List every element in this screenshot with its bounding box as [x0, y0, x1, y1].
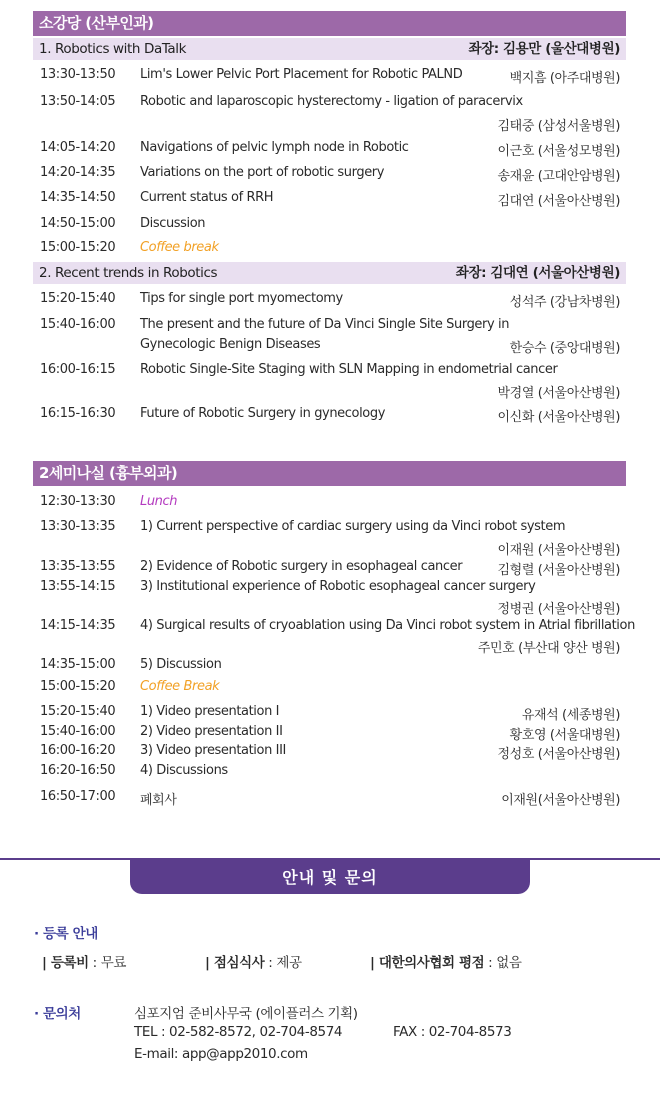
- contact-org: 심포지엄 준비사무국 (에이플러스 기획): [134, 1006, 358, 1022]
- contact-fax: FAX : 02-704-8573: [393, 1024, 512, 1040]
- row-title: Robotic and laparoscopic hysterectomy - ligation of paracervix: [140, 94, 523, 109]
- row-title: Current status of RRH: [140, 190, 274, 205]
- row-title: 4) Surgical results of cryoablation using Da Vinci robot system in Atrial fibrillation: [140, 618, 635, 633]
- row-time: 13:30-13:35: [40, 519, 116, 534]
- row-speaker: 이근호 (서울성모병원): [497, 144, 620, 159]
- row-title: Navigations of pelvic lymph node in Robotic: [140, 140, 409, 155]
- row-title: 1) Current perspective of cardiac surgery using da Vinci robot system: [140, 519, 566, 534]
- row-speaker: 정성호 (서울아산병원): [497, 747, 620, 762]
- row-speaker: 이재원(서울아산병원): [501, 793, 620, 808]
- row-speaker: 박경열 (서울아산병원): [497, 386, 620, 401]
- session-header-1: [33, 38, 626, 60]
- kma-label: | 대한의사협회 평점: [370, 955, 485, 971]
- coffee-break-label: Coffee Break: [140, 679, 220, 694]
- contact-email[interactable]: E-mail: app@app2010.com: [134, 1046, 308, 1062]
- row-title: The present and the future of Da Vinci Single Site Surgery in: [140, 317, 510, 332]
- row-time: 14:50-15:00: [40, 216, 116, 231]
- row-title: Robotic Single-Site Staging with SLN Mapping in endometrial cancer: [140, 362, 558, 377]
- row-time: 16:00-16:20: [40, 743, 116, 758]
- row-time: 13:35-13:55: [40, 559, 116, 574]
- row-time: 14:15-14:35: [40, 618, 116, 633]
- row-time: 15:00-15:20: [40, 240, 116, 255]
- row-title: 2) Video presentation II: [140, 724, 283, 739]
- row-speaker: 김대연 (서울아산병원): [497, 194, 620, 209]
- row-title: 2) Evidence of Robotic surgery in esophageal cancer: [140, 559, 463, 574]
- registration-fee: [42, 951, 126, 971]
- row-speaker: 정병권 (서울아산병원): [497, 602, 620, 617]
- session-header-2: [33, 262, 626, 284]
- row-title: 5) Discussion: [140, 657, 222, 672]
- row-time: 14:05-14:20: [40, 140, 116, 155]
- row-speaker: 이신화 (서울아산병원): [497, 410, 620, 425]
- row-time: 16:20-16:50: [40, 763, 116, 778]
- row-title: 폐회사: [140, 793, 177, 808]
- coffee-break-label: Coffee break: [140, 240, 219, 255]
- row-title: 4) Discussions: [140, 763, 228, 778]
- session-chair: 좌장: 김용만 (울산대병원): [468, 41, 620, 57]
- fee-label: | 등록비: [42, 955, 89, 971]
- row-speaker: 송재윤 (고대안암병원): [497, 169, 620, 184]
- row-time: 16:50-17:00: [40, 789, 116, 804]
- row-speaker: 한승수 (중앙대병원): [509, 341, 620, 356]
- row-time: 16:00-16:15: [40, 362, 116, 377]
- row-title: Discussion: [140, 216, 206, 231]
- section-header-thoracic: 2세미나실 (흉부외과): [33, 461, 626, 486]
- row-speaker: 성석주 (강남차병원): [509, 295, 620, 310]
- contact-heading: · 문의처: [34, 1006, 81, 1022]
- row-time: 15:40-16:00: [40, 317, 116, 332]
- row-speaker: 주민호 (부산대 양산 병원): [477, 641, 620, 656]
- row-speaker: 김태중 (삼성서울병원): [497, 119, 620, 134]
- row-time: 13:50-14:05: [40, 94, 116, 109]
- session-chair: 좌장: 김대연 (서울아산병원): [455, 265, 620, 281]
- row-time: 13:55-14:15: [40, 579, 116, 594]
- row-speaker: 이재원 (서울아산병원): [497, 543, 620, 558]
- section-header-obgyn: 소강당 (산부인과): [33, 11, 626, 36]
- row-time: 15:20-15:40: [40, 704, 116, 719]
- row-time: 14:35-14:50: [40, 190, 116, 205]
- lunch-label: Lunch: [140, 494, 178, 509]
- registration-kma-credit: [370, 951, 521, 971]
- fee-value: : 무료: [88, 955, 126, 971]
- lunch-label: | 점심식사: [205, 955, 265, 971]
- row-time: 15:40-16:00: [40, 724, 116, 739]
- info-banner: 안내 및 문의: [130, 860, 530, 894]
- kma-value: : 없음: [484, 955, 522, 971]
- registration-heading: · 등록 안내: [34, 926, 98, 942]
- contact-tel: TEL : 02-582-8572, 02-704-8574: [134, 1024, 343, 1040]
- row-title: 3) Video presentation III: [140, 743, 286, 758]
- row-title: 1) Video presentation I: [140, 704, 280, 719]
- session-title: 2. Recent trends in Robotics: [39, 265, 218, 281]
- row-title: Future of Robotic Surgery in gynecology: [140, 406, 385, 421]
- row-time: 14:20-14:35: [40, 165, 116, 180]
- row-speaker: 백지흠 (아주대병원): [509, 71, 620, 86]
- registration-lunch: [205, 951, 302, 971]
- row-time: 15:00-15:20: [40, 679, 116, 694]
- row-time: 14:35-15:00: [40, 657, 116, 672]
- row-title: Tips for single port myomectomy: [140, 291, 343, 306]
- row-time: 15:20-15:40: [40, 291, 116, 306]
- row-speaker: 황호영 (서울대병원): [509, 728, 620, 743]
- lunch-value: : 제공: [264, 955, 302, 971]
- row-title-line2: Gynecologic Benign Diseases: [140, 337, 321, 352]
- row-title: Variations on the port of robotic surgery: [140, 165, 385, 180]
- row-time: 16:15-16:30: [40, 406, 116, 421]
- row-title: 3) Institutional experience of Robotic esophageal cancer surgery: [140, 579, 536, 594]
- row-time: 13:30-13:50: [40, 67, 116, 82]
- row-speaker: 김형렬 (서울아산병원): [497, 563, 620, 578]
- row-speaker: 유재석 (세종병원): [521, 708, 620, 723]
- row-time: 12:30-13:30: [40, 494, 116, 509]
- row-title: Lim's Lower Pelvic Port Placement for Robotic PALND: [140, 67, 463, 82]
- session-title: 1. Robotics with DaTalk: [39, 41, 187, 57]
